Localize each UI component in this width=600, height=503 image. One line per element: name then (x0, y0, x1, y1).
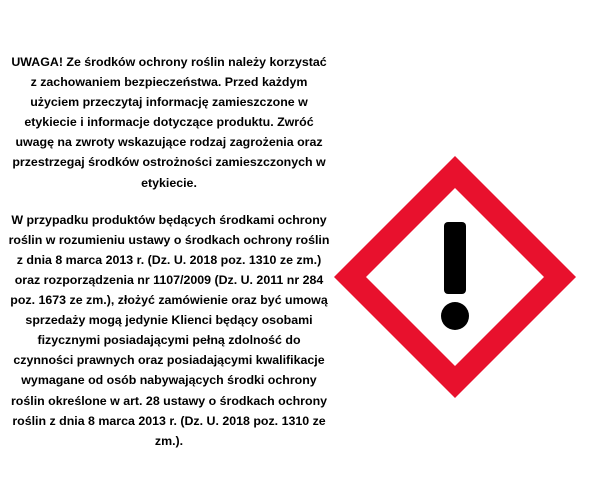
exclamation-mark-icon (330, 152, 580, 402)
warning-text-block (8, 52, 330, 451)
warning-paragraph-legal: W przypadku produktów będących środkami ochrony roślin w rozumieniu ustawy o środkach ochrony roślin z dnia 8 marca 2013 r. (Dz. U. 2018 poz. 1310 ze zm.) oraz rozporządzenia nr 1107/2009 (Dz. U. 2011 nr 284 poz. 1673 ze zm.), złożyć zamówienie oraz być umową sprzedaży mogą jedynie Klienci będący osobami fizycznymi posiadającymi pełną zdolność do czynności prawnych oraz posiadającymi kwalifikacje wymagane od osób nabywających środki ochrony roślin określone w art. 28 ustawy o środkach ochrony roślin z dnia 8 marca 2013 r. (Dz. U. 2018 poz. 1310 ze zm.). (8, 212, 330, 448)
warning-paragraph-safety: UWAGA! Ze środków ochrony roślin należy korzystać z zachowaniem bezpieczeństwa. Przed każdym użyciem przeczytaj informację zamieszczone w etykiecie i informacje dotyczące produktu. Zwróć uwagę na zwroty wskazujące rodzaj zagrożenia oraz przestrzegaj środków ostrożności zamieszczonych w etykiecie. (11, 55, 327, 190)
